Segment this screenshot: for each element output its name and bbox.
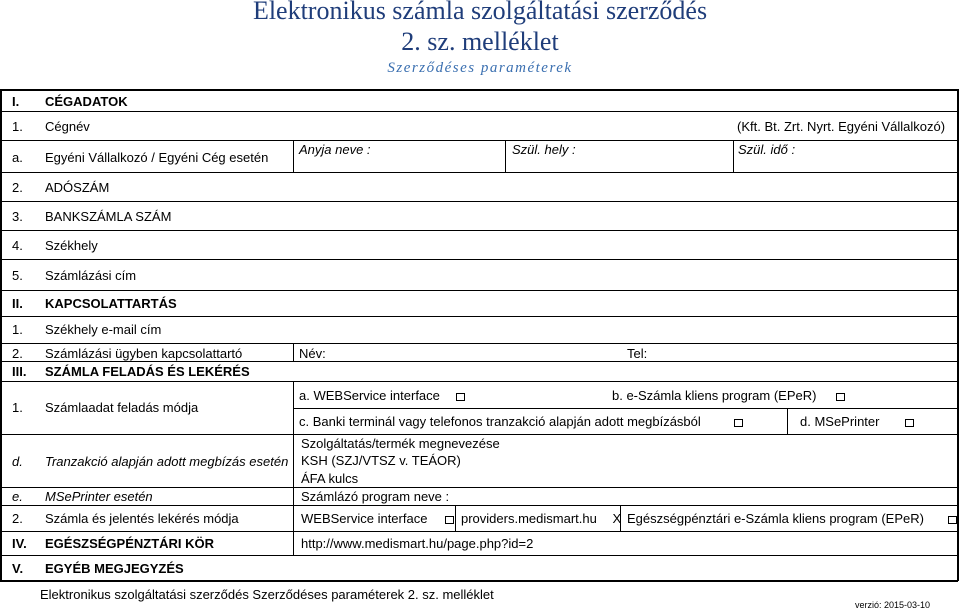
label-sole-trader: Egyéni Vállalkozó / Egyéni Cég esetén [45, 150, 269, 165]
option-providers-portal-label: providers.medismart.hu [461, 511, 597, 526]
option-retrieval-webservice[interactable] [301, 511, 454, 526]
option-mseprinter-label: d. MSePrinter [800, 414, 880, 429]
row-num: 3. [12, 209, 23, 224]
option-eper-client-label: b. e-Számla kliens program (EPeR) [612, 388, 817, 403]
option-eper-client[interactable] [612, 388, 845, 403]
option-webservice[interactable] [299, 388, 465, 403]
option-mseprinter[interactable] [800, 414, 914, 429]
label-retrieval-method: Számla és jelentés lekérés módja [45, 511, 239, 526]
footer-text: Elektronikus szolgáltatási szerződés Szerződéses paraméterek 2. sz. melléklet [40, 587, 494, 602]
row-num: d. [12, 454, 23, 469]
row-num: 4. [12, 238, 23, 253]
option-retrieval-eper-label: Egészségpénztári e-Számla kliens program (EPeR) [627, 511, 924, 526]
document-title: Elektronikus számla szolgáltatási szerződés [252, 0, 708, 25]
row-num-IV: IV. [12, 536, 27, 551]
label-mseprinter-case: MSePrinter esetén [45, 489, 153, 504]
label-mother-name: Anyja neve : [299, 142, 371, 157]
label-tax-number: ADÓSZÁM [45, 180, 110, 195]
option-retrieval-webservice-label: WEBService interface [301, 511, 428, 526]
row-num: a. [12, 150, 23, 165]
section-invoice-submission: SZÁMLA FELADÁS ÉS LEKÉRÉS [45, 364, 250, 379]
row-num-III: III. [12, 364, 27, 379]
row-num: 5. [12, 268, 23, 283]
option-providers-portal[interactable] [461, 511, 621, 526]
checkbox-mseprinter[interactable] [905, 419, 914, 427]
row-num: 1. [12, 119, 23, 134]
label-vat-rate: ÁFA kulcs [301, 471, 359, 486]
option-retrieval-eper[interactable] [627, 511, 957, 526]
section-health-fund: EGÉSZSÉGPÉNZTÁRI KÖR [45, 536, 215, 551]
row-num: 2. [12, 346, 23, 361]
label-billing-address: Számlázási cím [45, 268, 137, 283]
checkbox-bank-terminal[interactable] [734, 419, 743, 427]
checkbox-retrieval-webservice[interactable] [445, 516, 454, 524]
option-bank-terminal-label: c. Banki terminál vagy telefonos tranzakció alapján adott megbízásból [299, 414, 701, 429]
label-billing-program: Számlázó program neve : [301, 489, 450, 504]
document-subtitle-annex: 2. sz. melléklet [401, 27, 559, 56]
label-office-email: Székhely e-mail cím [45, 322, 162, 337]
row-num-II: II. [12, 296, 23, 311]
checkbox-webservice[interactable] [456, 393, 465, 401]
row-num: 1. [12, 400, 23, 415]
option-bank-terminal[interactable] [299, 414, 743, 429]
company-type-hint: (Kft. Bt. Zrt. Nyrt. Egyéni Vállalkozó) [737, 119, 946, 134]
link-health-fund-url[interactable]: http://www.medismart.hu/page.php?id=2 [301, 536, 534, 551]
label-contact-phone: Tel: [627, 346, 648, 361]
label-birth-date: Szül. idő : [738, 142, 796, 157]
label-service-product: Szolgáltatás/termék megnevezése [301, 436, 500, 451]
row-num: e. [12, 489, 23, 504]
label-bank-account: BANKSZÁMLA SZÁM [45, 209, 172, 224]
row-num: 2. [12, 511, 23, 526]
label-ksh-code: KSH (SZJ/VTSZ v. TEÁOR) [301, 453, 461, 468]
checkbox-retrieval-eper[interactable] [948, 516, 957, 524]
document-section-heading: Szerződéses paraméterek [387, 60, 573, 76]
label-company-name: Cégnév [45, 119, 90, 134]
row-num-I: I. [12, 94, 20, 109]
section-company-data: CÉGADATOK [45, 94, 128, 109]
checkbox-eper-client[interactable] [836, 393, 845, 401]
section-other-notes: EGYÉB MEGJEGYZÉS [45, 561, 184, 576]
label-transaction-order: Tranzakció alapján adott megbízás esetén [45, 454, 289, 469]
label-birth-place: Szül. hely : [512, 142, 576, 157]
label-registered-office: Székhely [45, 238, 98, 253]
row-num: 1. [12, 322, 23, 337]
label-billing-contact: Számlázási ügyben kapcsolattartó [45, 346, 243, 361]
section-contact: KAPCSOLATTARTÁS [45, 296, 177, 311]
row-num-V: V. [12, 561, 24, 576]
version-label: verzió: 2015-03-10 [854, 600, 930, 610]
label-submission-method: Számlaadat feladás módja [45, 400, 199, 415]
checkbox-providers-portal-checked[interactable]: X [612, 511, 622, 526]
label-contact-name: Név: [299, 346, 326, 361]
option-webservice-label: a. WEBService interface [299, 388, 440, 403]
row-num: 2. [12, 180, 23, 195]
